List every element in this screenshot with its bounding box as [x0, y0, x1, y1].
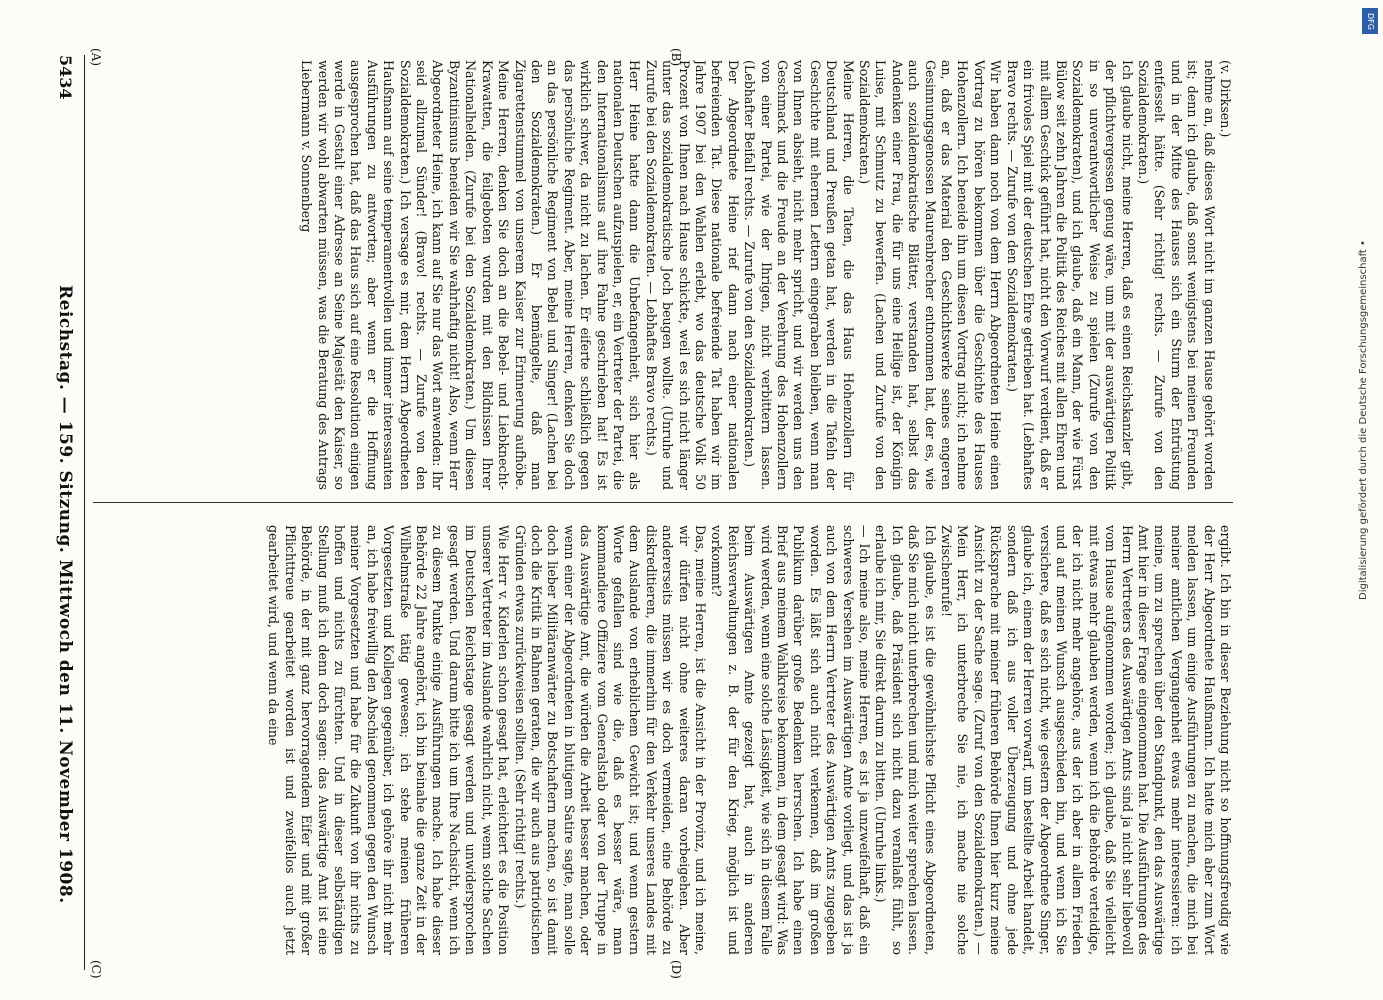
- dfg-logo: DFG: [1362, 8, 1378, 34]
- column-right: [93, 525, 1233, 955]
- paragraph: Ich glaube nicht, meine Herren, daß es einen Reichskanzler gibt, der pflichtvergessen genug wäre, um mit der auswärtigen Politik in so unverantwortlicher Weise zu spielen (Zurufe von den Sozialdemokraten), und ich glaube, daß ein Mann, der wie Fürst Bülow seit zehn Jahren die Politik des Reiches mit allen Ehren und mit allem Geschick geführt hat, nicht den Vorwurf verdient, daß er ein frivoles Spiel mit der deutschen Ehre getrieben hat. (Lebhaftes Bravo rechts. — Zurufe von den Sozialdemokraten.): [1004, 60, 1135, 490]
- margin-marker-c: (C): [89, 960, 103, 979]
- paragraph: Meine Herren, die Taten, die das Haus Hohenzollern für Deutschland und Preußen getan hat, werden in die Tafeln der Geschichte mit ehernen Lettern eingegraben bleiben, wenn man von Ihnen absieht, nicht mehr spricht, und wir werden uns den Geschmack und die Freude an der Verehrung des Hohenzollern von einer Partei, wie der Ihrigen, nicht verbittern lassen. (Lebhafter Beifall rechts. — Zurufe von den Sozialdemokraten.): [742, 60, 856, 490]
- paragraph: Ich glaube, es ist die gewöhnlichste Pflicht eines Abgeordneten, daß Sie mich nicht unterbrechen und mich weiter sprechen lassen. Ich glaube, daß Präsident sich nicht dazu veranlaßt fühlt, so erlaube ich mir, Sie direkt darum zu bitten. (Unruhe links.): [873, 525, 938, 955]
- digitization-note: Digitalisierung gefördert durch die Deutsche Forschungsgemeinschaft •: [1358, 240, 1369, 600]
- margin-marker-b: (B): [669, 48, 683, 67]
- column-left: [93, 60, 1233, 490]
- paragraph: Das, meine Herren, ist die Ansicht in der Provinz, und ich meine, wir dürfen nicht ohne weiteres daran vorbeigehen. Aber andererseits müssen wir es doch vermeiden, eine Behörde zu diskreditieren, die immerhin für den Verkehr unseres Landes mit dem Auslande von erheblichem Gewicht ist; und wenn gestern Worte gefallen sind wie die, daß es besser wäre, man kommandiere Offiziere vom Generalstab oder von der Truppe in das Auswärtige Amt, die würden die Arbeit besser machen, oder wenn einer der Abgeordneten in blutigem Satire sagte, man solle doch lieber Militäranwärter zu Botschaftern machen, so ist damit doch die Kritik in Bahnen geraten, die wir auch aus patriotischen Gründen etwas zurückweisen sollten. (Sehr richtig! rechts.): [512, 525, 708, 955]
- paragraph: — Ich meine also, meine Herren, es ist ja unzweifelhaft, daß ein schweres Versehen im Auswärtigen Amte vorliegt, und das ist ja auch von dem Herrn Vertreter des Auswärtigen Amts zugegeben worden. Es läßt sich auch nicht verkennen, daß im großen Publikum darüber große Bedenken herrschen. Ich habe einen Brief aus meinem Wahlkreise bekommen, in dem gesagt wird: Was wird werden, wenn eine solche Lässigkeit, wie sich in diesem Falle beim Auswärtigen Amte gezeigt hat, auch in anderen Reichsverwaltungen z. B. der für den Krieg, möglich ist und vorkommt?: [709, 525, 873, 955]
- margin-marker-a: (A): [89, 48, 103, 67]
- paragraph: Herr Heine hatte dann die Unbefangenheit, sich hier als nationalen Deutschen aufzuspielen, er, ein Vertreter der Partei, die den Internationalismus auf ihre Fahne geschrieben hat! Es ist wirklich schwer, da nicht zu lachen. Er eiferte schließlich gegen das persönliche Regiment. Aber, meine Herren, denken Sie doch an das persönliche Regiment von Bebel und Singer! (Lachen bei den Sozialdemokraten.) Er bemängelte, daß man Zigarettenstummel von unserem Kaiser zur Erinnerung aufhöbe. Meine Herren, denken Sie doch an die Bebel- und Liebknecht-Krawatten, die feilgeboten wurden mit den Bildnissen Ihrer Nationalhelden. (Zurufe bei den Sozialdemokraten.) Um diesen Byzantinismus beneiden wir Sie wahrhaftig nicht! Also, wenn Herr Abgeordneter Heine, ich kann auf Sie nur das Wort anwenden: Ihr seid allzumal Sünder! (Bravo! rechts. — Zurufe von den Sozialdemokraten.) Ich versage es mir, dem Herrn Abgeordneten Haußmann auf seine temperamentvollen und immer interessanten Ausführungen zu antworten; aber wenn er die Hoffnung ausgesprochen hat, daß das Haus sich auf eine Resolution einigen werde in Gestalt einer Adresse an Seine Majestät den Kaiser, so werden wir wohl abwarten müssen, was die Beratung des Antrags Liebermann v. Sonnenberg: [299, 60, 643, 490]
- paragraph: nehme an, daß dieses Wort nicht im ganzen Hause gehört worden ist; denn ich glaube, daß sonst wenigstens bei meinen Freunden und in der Mitte des Hauses sich ein Sturm der Entrüstung entfesselt hätte. (Sehr richtig! rechts. — Zurufe von den Sozialdemokraten.): [1135, 60, 1217, 490]
- margin-marker-d: (D): [669, 960, 683, 979]
- paragraph: Wie Herr v. Kiderlen schon gesagt hat, erleichtert es die Position unserer Vertreter im Auslande wahrlich nicht, wenn solche Sachen im Deutschen Reichstage gesagt werden und unwidersprochen gesagt werden. Und darum bitte ich um Ihre Nachsicht, wenn ich zu diesem Punkte einige Ausführungen mache. Ich habe dieser Behörde 22 Jahre angehört, ich bin beinahe die ganze Zeit in der Wilhelmstraße tätig gewesen; ich stehe meinen früheren Vorgesetzten und Kollegen gegenüber, ich gehöre ihr nicht mehr an, ich habe freiwillig den Abschied genommen gegen den Wunsch meiner Vorgesetzten und habe für die Zukunft von ihr nichts zu hoffen und nichts zu fürchten. Und in dieser selbständigen Stellung muß ich denn doch sagen: das Auswärtige Amt ist eine Behörde, in der mit ganz hervorragendem Eifer und mit großer Pflichttreue gearbeitet worden ist und zweifellos auch jetzt gearbeitet wird, und wenn da eine: [266, 525, 512, 955]
- page-title: Reichstag. — 159. Sitzung. Mittwoch den 11. November 1908.: [55, 285, 75, 904]
- paragraph: Der Abgeordnete Heine rief dann nach einer nationalen befreienden Tat. Diese nationale befreiende Tat haben wir im Jahre 1907 bei den Wahlen erlebt, wo das deutsche Volk 50 Prozent von Ihnen nach Hause schickte, weil es sich nicht länger unter das sozialdemokratische Joch beugen wollte. (Unruhe und Zurufe bei den Sozialdemokraten. — Lebhaftes Bravo rechts.): [643, 60, 741, 490]
- header-rule: [84, 55, 85, 970]
- speaker-ref: (v. Dirksen.): [1218, 60, 1233, 138]
- paragraph: ergibt. Ich bin in dieser Beziehung nicht so hoffnungsfreudig wie der Herr Abgeordnete Haußmann. Ich hatte mich aber zum Wort melden lassen, um einige Ausführungen zu machen, die mich bei meiner amtlichen Vergangenheit etwas mehr interessieren: ich meine, um zu sprechen über den Standpunkt, den das Auswärtige Amt hier in dieser Frage eingenommen hat. Die Ausführungen des Herrn Vertreters des Auswärtigen Amts sind ja nicht sehr liebevoll vom Hause aufgenommen worden; ich glaube, daß Sie vielleicht mit etwas mehr glauben werden, wenn ich die Behörde verteidige, der ich nicht mehr angehöre, aus der ich aber in allem Frieden und auf meinen Wunsch ausgeschieden bin, und wenn ich Sie versichere, daß es sich nicht, wie gestern der Abgeordnete Singer, glaube ich, einem der Herren vorwarf, um bestellte Arbeit handelt, sondern daß ich aus voller Überzeugung und ohne jede Rücksprache mit meiner früheren Behörde Ihnen hier kurz meine Ansicht zu der Sache sage. (Zuruf von den Sozialdemokraten.) — Mein Herr, ich unterbreche Sie nie, ich mache nie solche Zwischenrufe!: [939, 525, 1233, 955]
- column-separator: [93, 502, 1233, 503]
- page-number: 5434: [56, 55, 75, 100]
- paragraph: Wir haben dann noch von dem Herrn Abgeordneten Heine einen Vortrag zu hören bekommen über die Geschichte des Hauses Hohenzollern. Ich beneide ihn um diesen Vortrag nicht; ich nehme an, daß er das Material den Geschichtswerke seines engeren Gesinnungsgenossen Maurenbrecher entnommen hat, der es, wie auch sozialdemokratische Blätter, verstanden hat, selbst das Andenken einer Frau, die für uns eine Heilige ist, der Königin Luise, mit Schmutz zu bewerfen. (Lachen und Zurufe von den Sozialdemokraten.): [857, 60, 1004, 490]
- page-header: [45, 55, 75, 955]
